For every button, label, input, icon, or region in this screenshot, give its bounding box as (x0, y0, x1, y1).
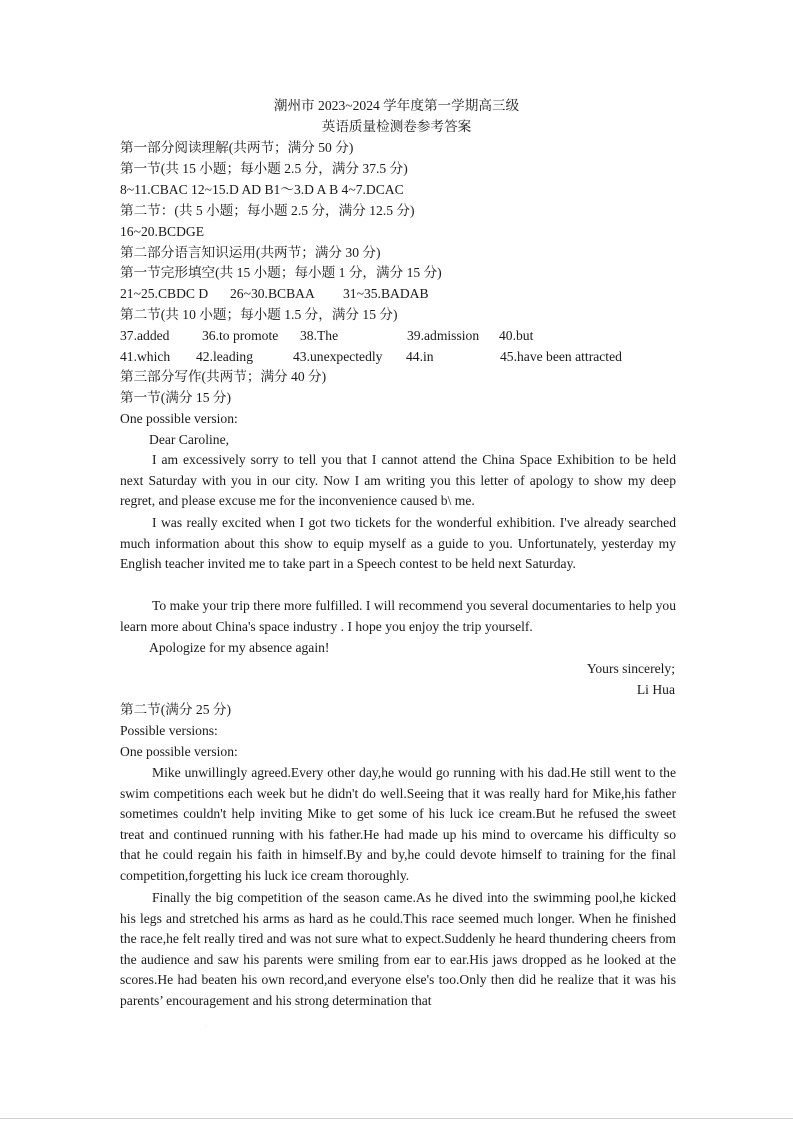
grammar-answer: 44.in (406, 349, 434, 364)
writing1-heading: 第一节(满分 15 分) (120, 390, 232, 405)
document-title: 潮州市 2023~2024 学年度第一学期高三级 (273, 98, 520, 113)
letter-closing-line: Apologize for my absence again! (149, 640, 330, 655)
part1-heading: 第一部分阅读理解(共两节；满分 50 分) (120, 140, 354, 155)
grammar-heading: 第二节(共 10 小题；每小题 1.5 分，满分 15 分) (120, 307, 398, 322)
possible-versions-label: Possible versions: (120, 723, 218, 738)
grammar-answer: 39.admission (407, 328, 480, 343)
cloze-answer: 21~25.CBDC D (120, 286, 209, 301)
continuation-paragraph: Finally the big competition of the season came.As he dived into the swimming pool,he kicked his legs and stretched his arms as hard as he could.This race seemed much longer. When he finished the race,he felt really tired and was not sure what to expect.Suddenly he heard thundering cheers from the audience and saw his parents were smiling from ear to ear.His jaws dropped as he looked at the scores.He had beaten his own record,and everyone else's too.Only then did he realize that it was his parents’ encouragement and his strong determination that (120, 890, 676, 1008)
part2-heading: 第二部分语言知识运用(共两节；满分 30 分) (120, 245, 381, 260)
grammar-answer: 36.to promote (202, 328, 279, 343)
writing2-heading: 第二节(满分 25 分) (120, 702, 232, 717)
scan-dot: · (205, 1024, 207, 1030)
grammar-answer: 40.but (499, 328, 534, 343)
letter-paragraph: I am excessively sorry to tell you that I cannot attend the China Space Exhibition to be held next Saturday with you in our city. Now I am writing you this letter of apology to show my deep regret, and please excuse me for the inconvenience caused b\ me. (120, 452, 676, 509)
grammar-answer: 43.unexpectedly (293, 349, 383, 364)
cloze-answers-row (120, 284, 676, 304)
letter-salutation: Dear Caroline, (149, 432, 230, 447)
document-subtitle: 英语质量检测卷参考答案 (321, 119, 472, 134)
letter-signature: Li Hua (636, 682, 675, 697)
grammar-answer: 42.leading (196, 349, 254, 364)
section2-heading: 第二节：(共 5 小题；每小题 2.5 分，满分 12.5 分) (120, 203, 415, 218)
section1-answers: 8~11.CBAC 12~15.D AD B1～3.D A B 4~7.DCAC (120, 182, 404, 197)
grammar-answer: 41.which (120, 349, 171, 364)
cloze-answer: 31~35.BADAB (343, 286, 429, 301)
section1-heading: 第一节(共 15 小题；每小题 2.5 分，满分 37.5 分) (120, 161, 408, 176)
grammar-answer: 38.The (300, 328, 339, 343)
continuation-paragraph: Mike unwillingly agreed.Every other day,he would go running with his dad.He still went to the swim competitions each week but he didn't do well.Seeing that it was really hard for Mike,his father sometimes couldn't help inviting Mike to get some of his luck ice cream.But he refused the sweet treat and continued running with his father.He had made up his mind to overcame his difficulty so that he could regain his faith in himself.By and by,he could devote himself to training for the final competition,forgetting his luck ice cream thoroughly. (120, 765, 676, 883)
grammar-answers-row-1 (120, 326, 676, 346)
one-version-label: One possible version: (120, 744, 238, 759)
letter-intro: One possible version: (120, 411, 238, 426)
cloze-answer: 26~30.BCBAA (230, 286, 315, 301)
section2-answers: 16~20.BCDGE (120, 224, 205, 239)
part3-heading: 第三部分写作(共两节；满分 40 分) (120, 369, 327, 384)
letter-signoff: Yours sincerely; (586, 661, 675, 676)
grammar-answer: 37.added (120, 328, 170, 343)
page-bottom-rule (0, 1118, 793, 1119)
grammar-answers-row-2 (120, 347, 676, 367)
letter-paragraph: I was really excited when I got two tickets for the wonderful exhibition. I've already searched much information about this show to equip myself as a guide to you. Unfortunately, yesterday my English teacher invited me to take part in a Speech contest to be held next Saturday. (120, 515, 676, 572)
cloze-heading: 第一节完形填空(共 15 小题；每小题 1 分，满分 15 分) (120, 265, 442, 280)
grammar-answer: 45.have been attracted (500, 349, 622, 364)
letter-paragraph: To make your trip there more fulfilled. I will recommend you several documentaries to help you learn more about China's space industry . I hope you enjoy the trip yourself. (120, 598, 676, 634)
